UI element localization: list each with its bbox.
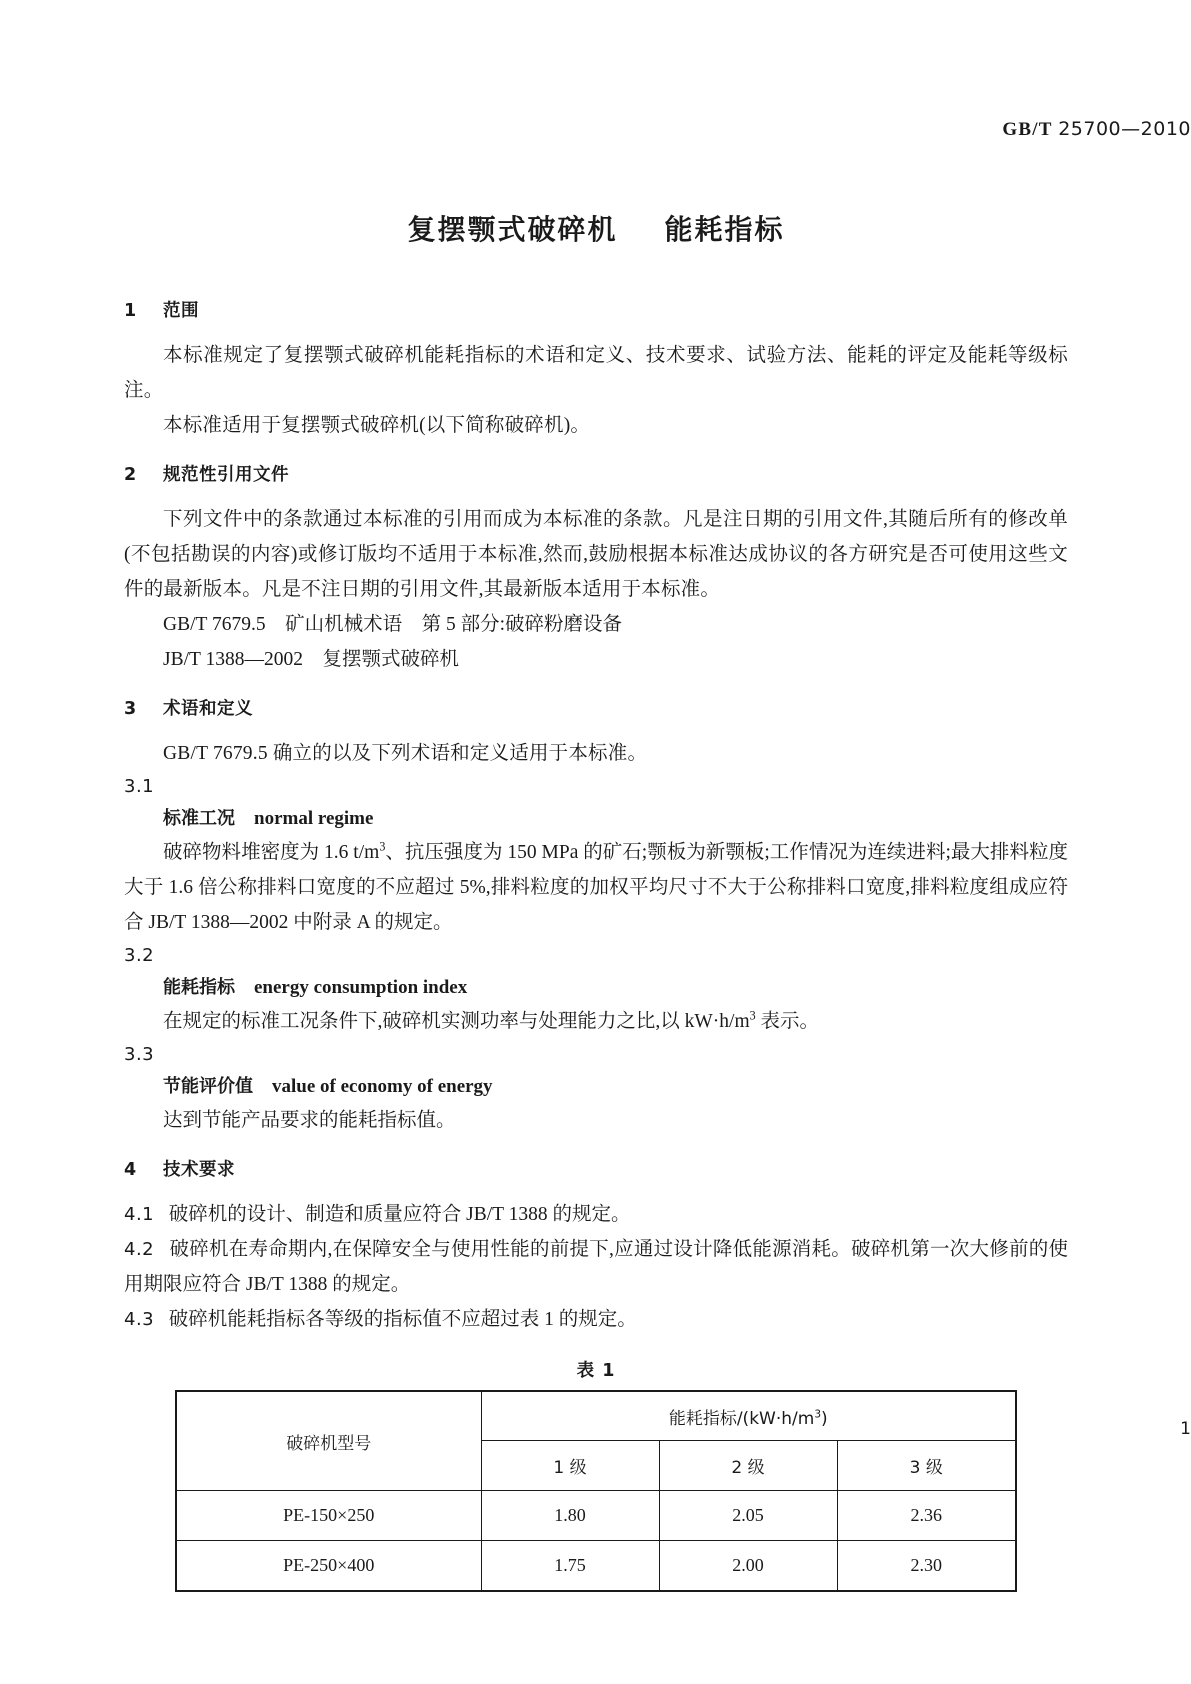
term-cn-3-2: 能耗指标 — [163, 977, 235, 998]
document-title: 复摆颚式破碎机 能耗指标 — [407, 213, 785, 246]
normative-reference-2: JB/T 1388—2002 复摆颚式破碎机 — [163, 649, 459, 670]
table-col-group-a: 能耗指标/(kW·h/m — [668, 1408, 815, 1429]
standard-prefix: GB/T — [1002, 119, 1053, 140]
clause-4-2 — [124, 1232, 1068, 1302]
table-row — [176, 1541, 1016, 1592]
def-3-2-part-a: 在规定的标准工况条件下,破碎机实测功率与处理能力之比,以 kW·h/m — [163, 1011, 750, 1032]
clause-number-4-1: 4.1 — [124, 1204, 155, 1225]
page-header — [1002, 118, 1191, 141]
clause-number-4-2: 4.2 — [124, 1239, 155, 1260]
page-number: 1 — [1180, 1419, 1191, 1439]
table-col-group-superscript: 3 — [814, 1407, 822, 1420]
section-heading-3: 3 术语和定义 — [124, 699, 254, 719]
term-definition-3-1 — [124, 835, 1068, 940]
table-col-group-b: ) — [821, 1408, 828, 1429]
table-cell-model: PE-250×400 — [176, 1541, 481, 1592]
table-cell-value: 1.80 — [481, 1491, 659, 1541]
term-en-3-2: energy consumption index — [254, 977, 468, 998]
def-3-1-superscript: 3 — [379, 839, 386, 854]
term-entry-3-1 — [124, 802, 1068, 835]
clause-4-3 — [124, 1302, 1068, 1337]
def-3-1-part-a: 破碎物料堆密度为 1.6 t/m — [163, 842, 380, 863]
term-en-3-3: value of economy of energy — [272, 1076, 493, 1097]
table-cell-value: 1.75 — [481, 1541, 659, 1592]
table-col-grade-3: 3 级 — [837, 1441, 1016, 1491]
term-cn-3-1: 标准工况 — [163, 808, 235, 829]
def-3-2-superscript: 3 — [749, 1008, 756, 1023]
standard-number: 25700—2010 — [1058, 118, 1191, 140]
clause-4-1 — [124, 1197, 1068, 1232]
section1-paragraph-1: 本标准规定了复摆颚式破碎机能耗指标的术语和定义、技术要求、试验方法、能耗的评定及能耗等级标注。 — [124, 345, 1068, 401]
table-col-grade-2: 2 级 — [659, 1441, 837, 1491]
def-3-2-part-b: 表示。 — [755, 1011, 820, 1032]
clause-text-4-2: 破碎机在寿命期内,在保障安全与使用性能的前提下,应通过设计降低能源消耗。破碎机第一次大修前的使用期限应符合 JB/T 1388 的规定。 — [124, 1239, 1068, 1295]
section1-paragraph-2: 本标准适用于复摆颚式破碎机(以下简称破碎机)。 — [163, 415, 591, 436]
clause-text-4-3: 破碎机能耗指标各等级的指标值不应超过表 1 的规定。 — [168, 1309, 637, 1330]
clause-text-4-1: 破碎机的设计、制造和质量应符合 JB/T 1388 的规定。 — [168, 1204, 631, 1225]
term-entry-3-2 — [124, 971, 1068, 1004]
clause-number-4-3: 4.3 — [124, 1309, 155, 1330]
normative-reference-1: GB/T 7679.5 矿山机械术语 第 5 部分:破碎粉磨设备 — [163, 614, 622, 635]
term-definition-3-2 — [124, 1004, 1068, 1039]
section3-paragraph-1: GB/T 7679.5 确立的以及下列术语和定义适用于本标准。 — [163, 743, 648, 764]
table-col-grade-1: 1 级 — [481, 1441, 659, 1491]
table-header-row-1 — [176, 1391, 1016, 1441]
section-heading-4: 4 技术要求 — [124, 1160, 236, 1180]
table-cell-value: 2.36 — [837, 1491, 1016, 1541]
table-col-group — [481, 1391, 1016, 1441]
term-number-3-2: 3.2 — [124, 945, 155, 966]
energy-consumption-table — [175, 1390, 1017, 1592]
table-cell-model: PE-150×250 — [176, 1491, 481, 1541]
term-entry-3-3 — [124, 1070, 1068, 1103]
table-cell-value: 2.00 — [659, 1541, 837, 1592]
section2-paragraph-1: 下列文件中的条款通过本标准的引用而成为本标准的条款。凡是注日期的引用文件,其随后所有的修改单(不包括勘误的内容)或修订版均不适用于本标准,然而,鼓励根据本标准达成协议的各方研究是否可使用这些文件的最新版本。凡是不注日期的引用文件,其最新版本适用于本标准。 — [124, 509, 1068, 600]
section-heading-2: 2 规范性引用文件 — [124, 465, 290, 485]
table-caption: 表 1 — [576, 1361, 616, 1381]
term-definition-3-3: 达到节能产品要求的能耗指标值。 — [163, 1110, 456, 1131]
term-number-3-1: 3.1 — [124, 776, 155, 797]
table-row — [176, 1491, 1016, 1541]
section-heading-1: 1 范围 — [124, 301, 200, 321]
term-en-3-1: normal regime — [254, 808, 374, 829]
term-number-3-3: 3.3 — [124, 1044, 155, 1065]
document-body — [124, 296, 1068, 1592]
table-col-model: 破碎机型号 — [176, 1391, 481, 1491]
table-cell-value: 2.05 — [659, 1491, 837, 1541]
def-3-1-part-b: 、抗压强度为 150 MPa 的矿石;颚板为新颚板;工作情况为连续进料;最大排料粒度大于 1.6 倍公称排料口宽度的不应超过 5%,排料粒度的加权平均尺寸不大于公称排料口宽度,排料粒度组成应符合 JB/T 1388—2002 中附录 A 的规定。 — [124, 842, 1068, 933]
table-cell-value: 2.30 — [837, 1541, 1016, 1592]
term-cn-3-3: 节能评价值 — [163, 1076, 253, 1097]
